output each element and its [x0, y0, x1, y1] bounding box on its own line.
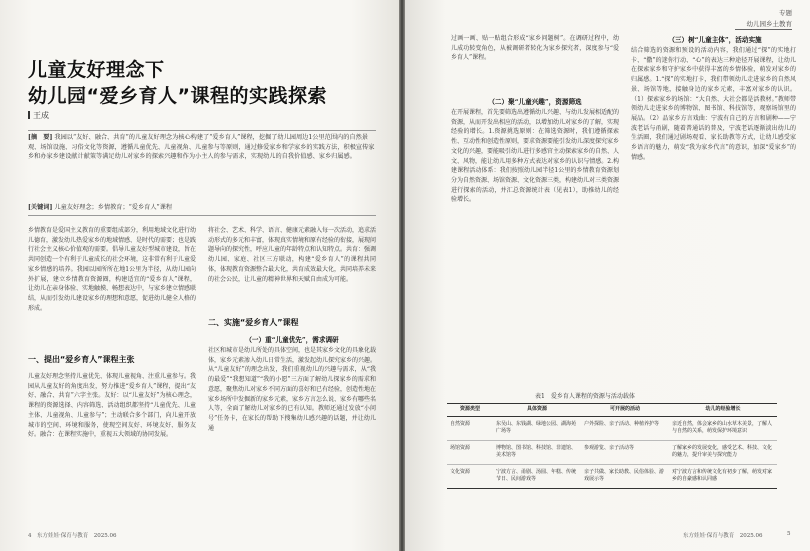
subsection3-heading: （三）树“儿童主体”，活动实施 — [668, 36, 762, 44]
title-line-1: 儿童友好理念下 — [28, 59, 165, 81]
title-line-2: 幼儿园“爱乡育人”课程的实践探索 — [28, 85, 327, 107]
header-section: 幼儿园乡土教育 — [746, 20, 792, 28]
table-header-cell: 可开展的活动 — [581, 404, 669, 417]
right-footer: 东方娃娃·保育与教育 2025.06 — [683, 533, 763, 539]
keywords-text: 儿童友好理念；乡情教育；“爱乡育人”课程 — [54, 204, 173, 211]
table-cell: 户外探险、亲子活动、种植养护等 — [581, 416, 669, 440]
table-header-row — [447, 404, 777, 417]
right-page — [405, 0, 810, 551]
table-header-cell: 资源类型 — [447, 404, 493, 417]
article-title — [28, 57, 327, 109]
table-cell: 亲子共做、家长助教、民俗体验、游戏展示等 — [581, 464, 669, 488]
table-caption: 表1 爱乡育人课程的资源与活动载体 — [535, 393, 635, 400]
abstract-rule-top — [28, 130, 376, 131]
left-col2-body: 将社会、艺术、科学、语言、健康元素融入每一次活动，追求活动形式的多元和丰富，体现真实情境和原有经验的衔接，展现问题导向的探究性，呼应儿童的年龄特点和认知特点。共育：强调幼儿园、家庭、社区三方联动，构建“爱乡育人”的课程共同体，体现教育资源整合最大化，共育成效最大化，共同培养未来的社会公民，让儿童的精神世界和天赋自由成为可能。 — [208, 227, 376, 283]
resource-table — [447, 403, 777, 489]
table-row — [447, 440, 777, 464]
subsection2-heading: （二）聚“儿童兴趣”，资源筛选 — [488, 98, 582, 106]
right-col2-body: 结合筛选的资源和预设的活动内容，我们通过“探”的实地打卡、“撒”的迷你行动、“心”的表达三种途径开展课程，让幼儿在探索家乡和守护家乡中获得丰富的乡情体验，萌发对家乡的归属感。1.“探”的实地打卡，我们带领幼儿走进家乡的自然风景、场馆等地，接触身边的家乡元素，丰富对家乡的认识。（1）探索家乡的场馆：“大自然、大社会都是活教材。”教师带领幼儿走进家乡的博物馆、图书馆、科技馆等，观察场馆里的展品。（2）品家乡方言戏曲：宁波有自己的方言和剧种——宁波老话与甬剧，随着普通话的普及，宁波老话逐渐淡出幼儿的生活圈，我们通过剧场观看、家长助教等方式，让幼儿感受家乡语言的魅力，萌发“我为家乡代言”的意识，加深“爱家乡”的情感。 — [631, 47, 796, 161]
table-cell: 博物馆、图书馆、科技馆、非遗馆、美术馆等 — [493, 440, 581, 464]
left-col2b-body: 社区和城市是幼儿所处的具体空间，也是其家乡文化的具象化载体，家乡元素渗入幼儿日常生活，激发起幼儿探究家乡的兴趣。从“儿童友好”的理念出发，我们重视幼儿的兴趣与需求，从“我的最爱”“我想知道”“我的小愿”三方面了解幼儿探家乡的需求和意愿，聚焦幼儿对家乡不同方面的喜好和已有经验，创造性地在家乡场所中发掘新的家乡元素，家乡方言怎么说、家乡有哪些名人等，全面了解幼儿对家乡的已有认知。教师还通过发放“小问号”任务卡，在家长的帮助下搜集幼儿感兴趣的话题，并让幼儿通 — [208, 347, 376, 432]
author-name: 王成 — [33, 111, 49, 120]
keywords-label: [关键词] — [28, 204, 53, 211]
right-page-number: 5 — [787, 531, 791, 537]
abstract — [28, 133, 376, 162]
section2-heading: 二、实施“爱乡育人”课程 — [208, 318, 299, 327]
table-cell: 文化资源 — [447, 464, 493, 488]
table-cell: 亲近自然，体会家乡的山水草木美景，了解人与自然的关系，萌发保护环境意识 — [669, 416, 777, 440]
table-cell: 参观游览、亲子活动等 — [581, 440, 669, 464]
keywords — [28, 203, 376, 213]
table-cell: 东吴山、东钱湖、绿地公园、湖海苑广场等 — [493, 416, 581, 440]
section1-heading: 一、提出“爱乡育人”课程主张 — [28, 355, 135, 364]
table-header-cell: 具体资源 — [493, 404, 581, 417]
left-col1b-body: 儿童友好理念坚持儿童优先、体现儿童视角、注重儿童参与。我园从儿童友好的角度出发，努力推进“爱乡育人”课程，提出“友好、融合、共育”六字主张。友好：以“儿童友好”为核心理念，课程的资源选择、内容筛选、活动组织都坚持“儿童优先、儿童主体、儿童视角、儿童参与”；主动联合多个部门，向儿童开放城市的空间、环境和服务，使现空间友好、环境友好、服务友好。融合：在课程实施中，重视五大领域的协同发展。 — [28, 373, 196, 439]
abstract-label: [摘 要] — [28, 134, 53, 141]
right-col1b-body: 在开展课程，首先要筛选出遵循幼儿兴趣、与幼儿发展相适配的资源，从而开发出相应的活动，以增加幼儿对家乡的了解，实现经验的增长。1.资源挑选原则：在筛选资源时，我们遵循探索性、互动性和创造性原则，要求资源要能引发幼儿深度探究家乡文化的兴趣，要能吸引幼儿进行多感官主动探索家乡的自然、人文、风物，能让幼儿用多种方式表达对家乡的认识与情感。2.构建课程活动体系：我们按照幼儿园半径1公里的乡情教育资源划分为自然资源、场馆资源、文化资源三类，构建幼儿对三类资源进行探索的活动，并汇总资源统计表（见表1），助推幼儿的经验增长。 — [451, 109, 619, 204]
subsection1-heading: （一）重“儿童优先”，需求调研 — [245, 336, 339, 344]
header-rule — [735, 29, 792, 30]
table-cell: 宁波方言、甬剧、汤圆、年糕、传统节日、民间游戏等 — [493, 464, 581, 488]
abstract-text: 我园以“友好、融合、共育”的儿童友好理念为核心构建了“爱乡育人”课程，挖掘了幼儿园周边1公里范围内的自然景观、场馆设施、习俗文化等资源，遵循儿童优先、儿童视角、儿童参与等原则，通过修爱家乡和学家乡的实践方法，积极宣传家乡和办家乡建设献计献策等满足幼儿对家乡的探索兴趣和作为小主人的参与需求，实现幼儿的自我价值感、家乡归属感。 — [28, 134, 375, 161]
table-row — [447, 416, 777, 440]
author — [28, 110, 49, 121]
left-col1-body: 乡情教育是爱国主义教育的重要组成部分，利用地域文化进行幼儿德育，激发幼儿热爱家乡的地域情感、是时代的需要；也是践行社会主义核心价值观的需要。倡导儿童友好型城市建设，旨在共同创造一个有利于儿童成长的社会环境，这非常有利于儿童爱家乡情感的培养。我园以园所所在地1公里为半径，从幼儿园向外扩展，建立乡情教育资源圈，构建适宜的“爱乡育人”课程，让幼儿在亲身体验、实地触摸、畅想表达中，与家乡建立情感联结，从而引发幼儿建设家乡的理想和意愿，促进幼儿健全人格的形成。 — [28, 227, 196, 312]
left-footer: 4 东方娃娃·保育与教育 2025.06 — [28, 533, 117, 539]
abstract-rule-bottom — [28, 215, 376, 216]
table-cell: 场馆资源 — [447, 440, 493, 464]
header-topic: 专题 — [779, 9, 792, 17]
left-page — [0, 0, 399, 551]
table-header-cell: 幼儿的经验增长 — [669, 404, 777, 417]
table-cell: 了解家乡的发展变化，感受艺术、科技、文化的魅力，提升审美与探究能力 — [669, 440, 777, 464]
author-bar-icon — [28, 111, 30, 119]
table-row — [447, 464, 777, 488]
table-cell: 对宁波方言和传统文化有初步了解，萌发对家乡的自豪感和认同感 — [669, 464, 777, 488]
table-cell: 自然资源 — [447, 416, 493, 440]
right-col1-body: 过画一画、贴一贴组合形成“家乡问题树”。在调研过程中，幼儿成功转变角色，从被调研者转化为家乡探究者，深度参与“爱乡育人”课程。 — [451, 35, 619, 62]
